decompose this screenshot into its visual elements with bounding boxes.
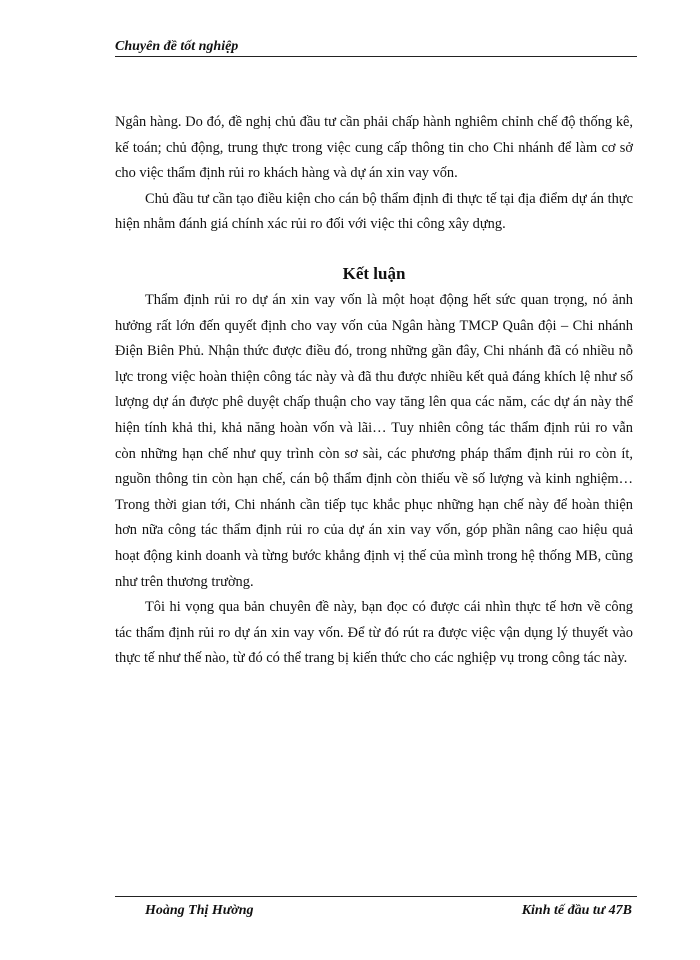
paragraph-recommendation: Chủ đầu tư cần tạo điều kiện cho cán bộ thẩm định đi thực tế tại địa điểm dự án thực hiện nhằm đánh giá chính xác rủi ro đối với việc thi công xây dựng. [115,190,633,233]
document-body [115,110,633,672]
footer-author: Hoàng Thị Hường [145,903,254,918]
footer-class: Kinh tế đầu tư 47B [521,903,632,918]
page-header [115,38,637,58]
footer-rule [115,896,637,897]
paragraph-continuation: Ngân hàng. Do đó, đề nghị chủ đầu tư cần phải chấp hành nghiêm chỉnh chế độ thống kê, kế toán; chủ động, trung thực trong việc cung cấp thông tin cho Chi nhánh để làm cơ sở cho việc thẩm định rủi ro khách hàng và dự án xin vay vốn. [115,114,633,182]
header-rule [115,56,637,57]
paragraph-conclusion-main: Thẩm định rủi ro dự án xin vay vốn là một hoạt động hết sức quan trọng, nó ảnh hưởng rất lớn đến quyết định cho vay vốn của Ngân hàng TMCP Quân đội – Chi nhánh Điện Biên Phủ. Nhận thức được điều đó, trong những gần đây, Chi nhánh đã có nhiều nỗ lực trong việc hoàn thiện công tác này và đã thu được nhiều kết quả đáng khích lệ như số lượng dự án được phê duyệt chấp thuận cho vay tăng lên qua các năm, các dự án này thể hiện tính khả thi, khả năng hoàn vốn và lãi… Tuy nhiên công tác thẩm định rủi ro vẫn còn những hạn chế như quy trình còn sơ sài, các phương pháp thẩm định rủi ro còn ít, nguồn thông tin còn hạn chế, cán bộ thẩm định còn thiếu về số lượng và kinh nghiệm… Trong thời gian tới, Chi nhánh cần tiếp tục khắc phục những hạn chế này để hoàn thiện hơn nữa công tác thẩm định rủi ro của dự án xin vay vốn, góp phần nâng cao hiệu quả hoạt động kinh doanh và từng bước khẳng định vị thế của mình trong hệ thống MB, cũng như trên thương trường. [115,291,633,590]
section-heading-conclusion: Kết luận [342,263,406,283]
header-title: Chuyên đề tốt nghiệp [115,39,239,54]
paragraph-conclusion-closing: Tôi hi vọng qua bản chuyên đề này, bạn đọc có được cái nhìn thực tế hơn về công tác thẩm định rủi ro dự án xin vay vốn. Để từ đó rút ra được việc vận dụng lý thuyết vào thực tế như thế nào, từ đó có thể trang bị kiến thức cho các nghiệp vụ trong công tác này. [115,599,633,667]
